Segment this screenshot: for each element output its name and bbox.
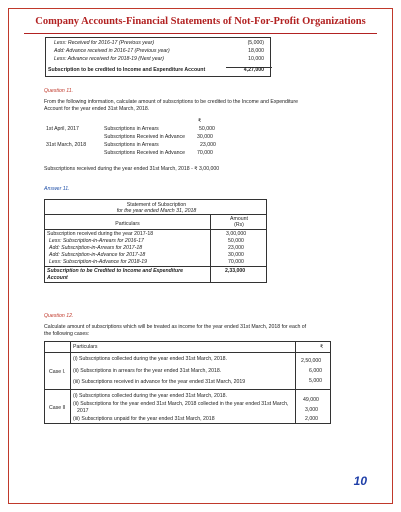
case-2-item-1: (i) Subscriptions collected during the year ended 31st March, 2018. bbox=[73, 393, 227, 399]
page-title: Company Accounts-Financial Statements of Not-For-Profit Organizations bbox=[35, 16, 366, 27]
question-11-heading: Question 11. bbox=[44, 88, 74, 94]
question-11-currency: ₹ bbox=[198, 118, 202, 124]
statement-table bbox=[44, 199, 267, 283]
top-row-2-label: Add: Advance received in 2016-17 (Previous year) bbox=[54, 48, 170, 54]
q12-col-particulars: Particulars bbox=[73, 344, 98, 350]
case-1-value-3: 5,000 bbox=[309, 378, 322, 384]
title-underline bbox=[24, 33, 377, 34]
statement-row-1-label: Subscription received during the year 2017-18 bbox=[47, 231, 154, 237]
statement-col-particulars: Particulars bbox=[115, 221, 140, 227]
case-1-item-3: (iii) Subscriptions received in advance for the year ended 31st March, 2019 bbox=[73, 379, 246, 385]
statement-col-amount: Amount bbox=[230, 216, 248, 222]
top-row-2-value: 18,000 bbox=[248, 48, 264, 54]
q11-row-3-value: 23,000 bbox=[200, 142, 216, 148]
top-row-1-label: Less: Received for 2016-17 (Previous year) bbox=[54, 40, 155, 46]
q11-row-4-value: 70,000 bbox=[197, 150, 213, 156]
statement-total-label-2: Account bbox=[47, 275, 68, 281]
statement-row-4-label: Add: Subscription-in-Advance for 2017-18 bbox=[49, 252, 146, 258]
case-2-item-3: (iii) Subscriptions unpaid for the year ended 31st March, 2018 bbox=[73, 416, 215, 422]
case-2-item-2: (ii) Subscriptions for the year ended 31st March, 2018 collected in the year ended 31st March, bbox=[73, 401, 289, 407]
answer-11-heading: Answer 11. bbox=[44, 186, 70, 192]
case-1-value-1: 2,50,000 bbox=[301, 358, 322, 364]
statement-row-3-value: 23,000 bbox=[228, 245, 244, 251]
top-total-value: 4,27,000 bbox=[243, 67, 264, 73]
case-2-value-2: 3,000 bbox=[305, 407, 318, 413]
top-row-3-label: Less: Advance received for 2018-19 (Next year) bbox=[54, 56, 164, 62]
statement-row-5-label: Less: Subscription-in-Advance for 2018-19 bbox=[49, 259, 148, 265]
statement-row-2-value: 50,000 bbox=[228, 238, 244, 244]
q11-received-text: Subscriptions received during the year ended 31st March, 2018 - ₹ 3,00,000 bbox=[44, 166, 220, 172]
page-number: 10 bbox=[353, 474, 367, 488]
case-2-label: Case II bbox=[49, 405, 66, 411]
q11-row-1-value: 50,000 bbox=[199, 126, 215, 132]
q11-row-1-date: 1st April, 2017 bbox=[46, 126, 79, 132]
q12-rule-2 bbox=[45, 389, 330, 390]
statement-col-unit: (Rs) bbox=[234, 222, 244, 228]
statement-rule-3 bbox=[45, 266, 266, 267]
q11-row-1-item: Subscriptions in Arrears bbox=[104, 126, 159, 132]
top-row-1-value: (5,000) bbox=[247, 40, 264, 46]
statement-total-label-1: Subscription to be Credited to Income and Expenditure bbox=[47, 268, 184, 274]
q11-row-2-item: Subscriptions Received in Advance bbox=[104, 134, 186, 140]
statement-title: Statement of Subscription bbox=[126, 202, 187, 208]
statement-subtitle: for the year ended March 31, 2018 bbox=[116, 208, 197, 214]
statement-row-2-label: Less: Subscription-in-Arrears for 2016-17 bbox=[49, 238, 144, 244]
top-total-label: Subscription to be credited to Income and Expenditure Account bbox=[48, 67, 206, 73]
question-12-text-2: the following cases: bbox=[44, 331, 90, 337]
statement-rule-1 bbox=[45, 214, 266, 215]
case-1-value-2: 6,000 bbox=[309, 368, 322, 374]
case-2-item-2-cont: 2017 bbox=[77, 408, 89, 414]
top-table bbox=[45, 37, 271, 77]
question-11-text-2: Account for the year ended 31st March, 2018. bbox=[44, 106, 150, 112]
statement-total-value: 2,33,000 bbox=[225, 268, 246, 274]
statement-row-5-value: 70,000 bbox=[228, 259, 244, 265]
question-12-table bbox=[44, 341, 331, 424]
statement-rule-2 bbox=[45, 229, 266, 230]
q11-row-3-date: 31st March, 2018 bbox=[46, 142, 87, 148]
q12-column-rule-2 bbox=[295, 342, 296, 423]
question-12-text-1: Calculate amount of subscriptions which will be treated as income for the year ended 31st March, 2018 for each of bbox=[44, 324, 307, 330]
question-11-text-1: From the following information, calculate amount of subscriptions to be credited to the Income and Expenditure bbox=[44, 99, 299, 105]
case-1-item-2: (ii) Subscriptions in arrears for the year ended 31st March, 2018. bbox=[73, 368, 222, 374]
case-2-value-3: 2,000 bbox=[305, 416, 318, 422]
q11-row-4-item: Subscriptions Received in Advance bbox=[104, 150, 186, 156]
q11-row-2-value: 30,000 bbox=[197, 134, 213, 140]
case-1-item-1: (i) Subscriptions collected during the year ended 31st March, 2018. bbox=[73, 356, 227, 362]
statement-row-1-value: 3,00,000 bbox=[226, 231, 247, 237]
top-row-3-value: 10,000 bbox=[248, 56, 264, 62]
case-1-label: Case I. bbox=[49, 369, 66, 375]
q12-column-rule-1 bbox=[70, 342, 71, 423]
statement-row-3-label: Add: Subscription-in-Arrears for 2017-18 bbox=[49, 245, 143, 251]
case-2-value-1: 49,000 bbox=[303, 397, 319, 403]
q12-rule-1 bbox=[45, 352, 330, 353]
statement-row-4-value: 30,000 bbox=[228, 252, 244, 258]
q11-row-3-item: Subscriptions in Arrears bbox=[104, 142, 159, 148]
question-12-heading: Question 12. bbox=[44, 313, 74, 319]
q12-col-currency: ₹ bbox=[320, 344, 324, 350]
